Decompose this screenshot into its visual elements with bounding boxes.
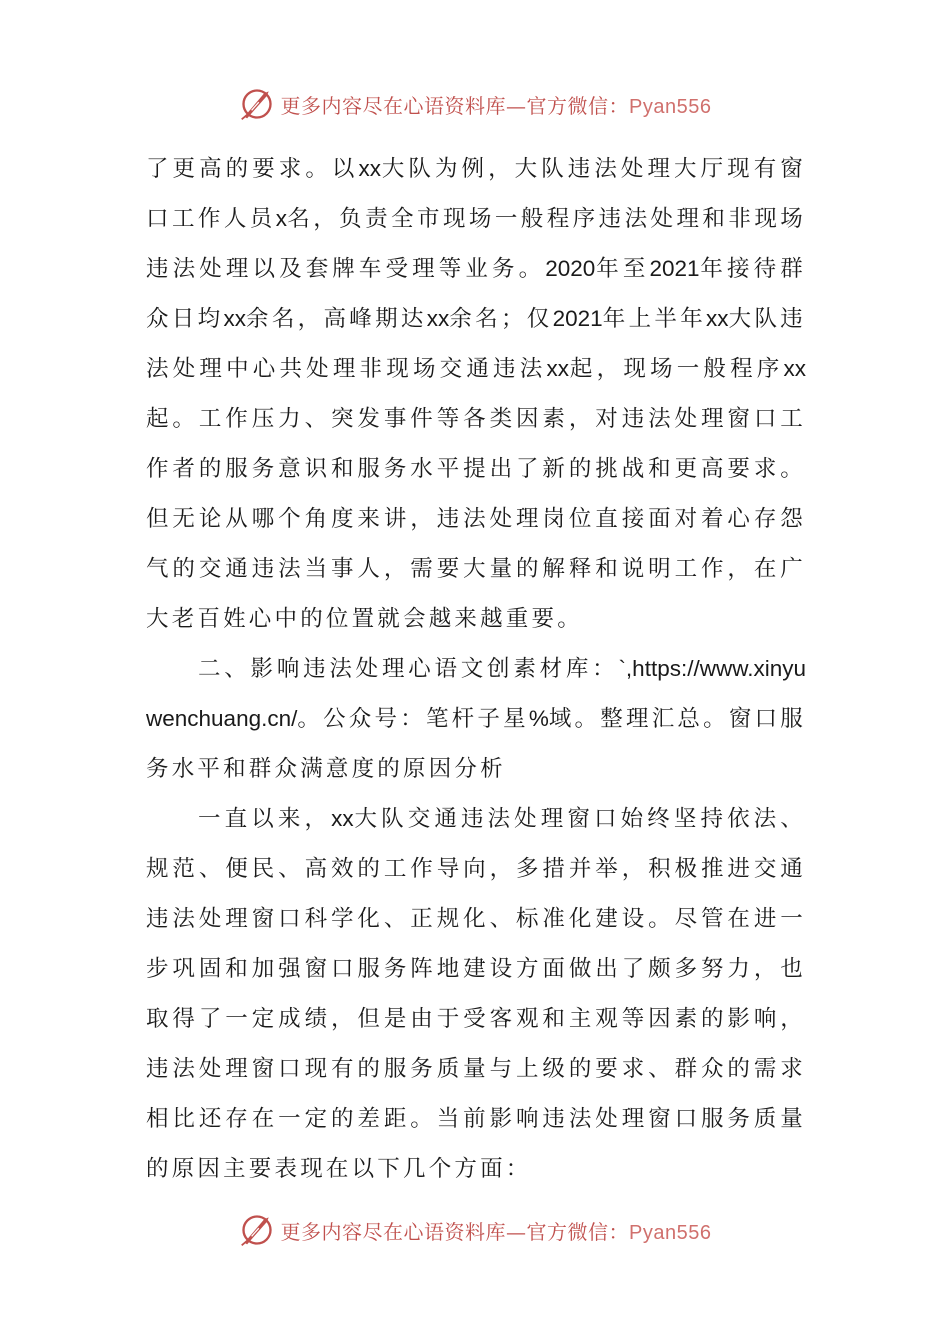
latin-run: x [275, 206, 287, 231]
header-banner [0, 82, 950, 126]
banner-separator: — [506, 1219, 527, 1244]
latin-run: % [528, 706, 549, 731]
latin-run: 2021 [649, 256, 700, 281]
latin-run: xx [783, 356, 806, 381]
banner-wechat-label: 官方微信： [526, 1219, 630, 1244]
latin-run: xx [223, 306, 246, 331]
paragraph-3: 一直以来，xx大队交通违法处理窗口始终坚持依法、规范、便民、高效的工作导向，多措并举，积极推进交通违法处理窗口科学化、正规化、标准化建设。尽管在进一步巩固和加强窗口服务阵地建设方面做出了颇多努力，也取得了一定成绩，但是由于受客观和主观等因素的影响，违法处理窗口现有的服务质量与上级的要求、群众的需求相比还存在一定的差距。当前影响违法处理窗口服务质量的原因主要表现在以下几个方面： [146, 806, 806, 1182]
latin-run: xx [331, 806, 354, 831]
banner-brand: 更多内容尽在心语资料库 [280, 1219, 507, 1244]
banner-wechat-label: 官方微信： [526, 93, 630, 118]
paragraph-2-heading: 二、影响违法处理心语文创素材库：`,https://www.xinyuwenchuang.cn/。公众号：笔杆子星%域。整理汇总。窗口服务水平和群众满意度的原因分析 [146, 656, 806, 782]
banner-text [281, 90, 712, 119]
paragraph-1: 了更高的要求。以xx大队为例，大队违法处理大厅现有窗口工作人员x名，负责全市现场一般程序违法处理和非现场违法处理以及套牌车受理等业务。2020年至2021年接待群众日均xx余名，高峰期达xx余名；仅2021年上半年xx大队违法处理中心共处理非现场交通违法xx起，现场一般程序xx起。工作压力、突发事件等各类因素，对违法处理窗口工作者的服务意识和服务水平提出了新的挑战和更高要求。但无论从哪个角度来讲，违法处理岗位直接面对着心存怨气的交通违法当事人，需要大量的解释和说明工作，在广大老百姓心中的位置就会越来越重要。 [146, 156, 806, 632]
latin-run: xx [546, 356, 569, 381]
latin-run: 2020 [545, 256, 596, 281]
banner-text [281, 1216, 712, 1245]
banner-brand: 更多内容尽在心语资料库 [280, 93, 507, 118]
footer-banner [0, 1208, 950, 1252]
latin-run: xx [426, 306, 450, 331]
quill-pen-icon [239, 1212, 275, 1248]
quill-pen-icon [239, 86, 275, 122]
banner-separator: — [506, 93, 527, 118]
latin-run: `,https://www.xinyuwenchuang.cn/ [146, 656, 806, 731]
latin-run: 2021 [552, 306, 603, 331]
banner-wechat-id: Pyan556 [629, 95, 712, 118]
document-body [146, 144, 806, 1194]
banner-wechat-id: Pyan556 [629, 1221, 712, 1244]
latin-run: xx [706, 306, 729, 331]
latin-run: xx [358, 156, 381, 181]
